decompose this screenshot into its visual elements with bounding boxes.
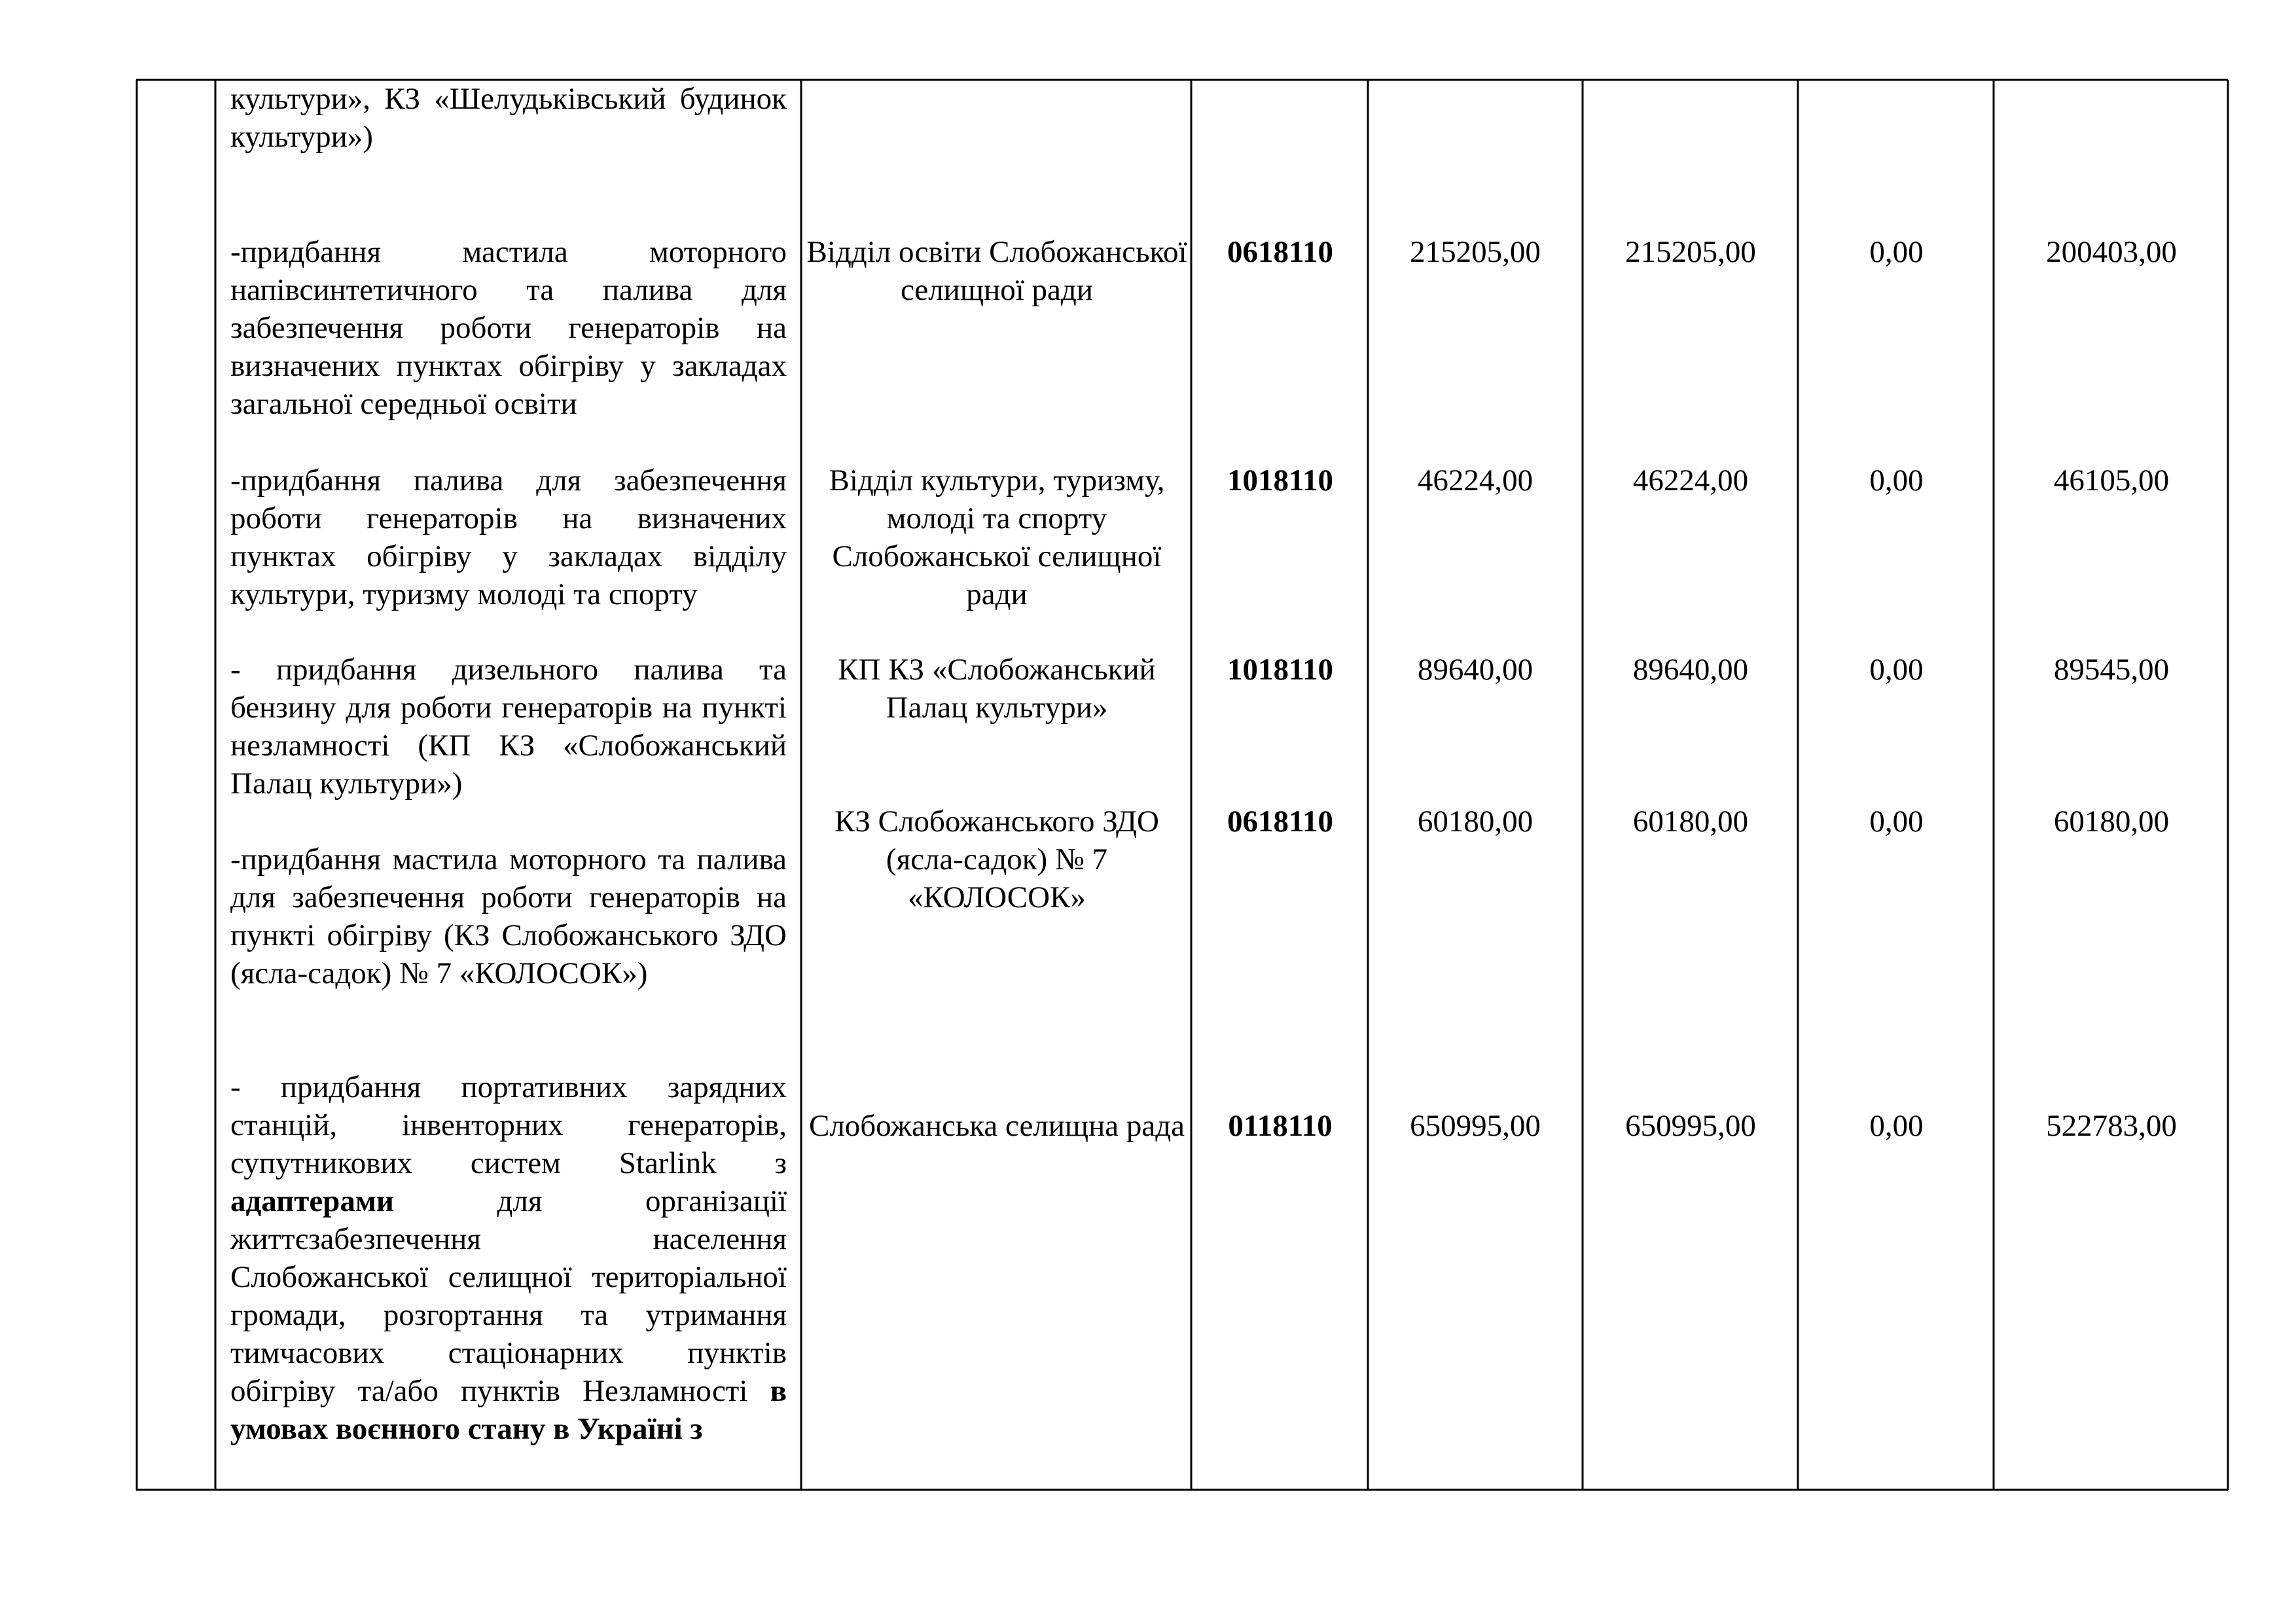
row-value-general-fund: 215205,00 bbox=[1625, 235, 1756, 269]
row-value-general-fund: 60180,00 bbox=[1632, 804, 1749, 839]
row-budget-code: 1018110 bbox=[1227, 653, 1333, 687]
row-description: - придбання дизельного палива та бензину для роботи генераторів на пункті незламності (КП КЗ «Слобожанський Палац культури») bbox=[230, 653, 787, 801]
row-value-executed: 200403,00 bbox=[2046, 235, 2177, 269]
row-value-total: 46224,00 bbox=[1417, 463, 1534, 497]
row-budget-code: 1018110 bbox=[1227, 463, 1333, 497]
row-value-executed: 522783,00 bbox=[2046, 1109, 2177, 1143]
row-description: -придбання мастила моторного та палива для забезпечення роботи генераторів на пункті обігріву (КЗ Слобожанського ЗДО (ясла-садок) № 7 «КОЛОСОК») bbox=[230, 842, 787, 990]
row-description bbox=[230, 1068, 787, 1448]
row-executor: КП КЗ «Слобожанський Палац культури» bbox=[838, 653, 1156, 725]
row-description: -придбання мастила моторного напівсинтетичного та палива для забезпечення роботи генераторів на визначених пунктах обігріву у закладах загальної середньої освіти bbox=[230, 235, 787, 421]
description-part: - придбання портативних зарядних станцій, інвенторних генераторів, супутникових систем Starlink з bbox=[230, 1070, 787, 1180]
row-budget-code: 0118110 bbox=[1228, 1109, 1333, 1143]
description-part-bold: адаптерами bbox=[230, 1184, 394, 1218]
row-value-total: 60180,00 bbox=[1417, 804, 1534, 839]
row-budget-code: 0618110 bbox=[1227, 804, 1333, 839]
row-value-executed: 60180,00 bbox=[2053, 804, 2170, 839]
row-value-special-fund: 0,00 bbox=[1869, 804, 1924, 839]
row-value-total: 650995,00 bbox=[1410, 1109, 1541, 1143]
row-value-executed: 89545,00 bbox=[2053, 653, 2170, 687]
row-value-general-fund: 46224,00 bbox=[1632, 463, 1749, 497]
row-value-general-fund: 89640,00 bbox=[1632, 653, 1749, 687]
row-executor: Відділ освіти Слобожанської селищної ради bbox=[806, 235, 1187, 307]
description-part-bold: в умовах воєнного стану в Україні з bbox=[230, 1374, 787, 1446]
row-executor: КЗ Слобожанського ЗДО (ясла-садок) № 7 «КОЛОСОК» bbox=[834, 804, 1159, 914]
row-budget-code: 0618110 bbox=[1227, 235, 1333, 269]
row-value-special-fund: 0,00 bbox=[1869, 235, 1924, 269]
row-value-special-fund: 0,00 bbox=[1869, 653, 1924, 687]
row-value-special-fund: 0,00 bbox=[1869, 463, 1924, 497]
row-executor: Слобожанська селищна рада bbox=[808, 1109, 1185, 1143]
intro-text: культури», КЗ «Шелудьківський будинок культури») bbox=[230, 82, 787, 154]
row-value-general-fund: 650995,00 bbox=[1625, 1109, 1756, 1143]
row-value-total: 89640,00 bbox=[1417, 653, 1534, 687]
row-value-total: 215205,00 bbox=[1410, 235, 1541, 269]
row-executor: Відділ культури, туризму, молоді та спорту Слобожанської селищної ради bbox=[829, 463, 1165, 611]
row-value-special-fund: 0,00 bbox=[1869, 1109, 1924, 1143]
row-description: -придбання палива для забезпечення роботи генераторів на визначених пунктах обігріву у закладах відділу культури, туризму молоді та спорту bbox=[230, 463, 787, 611]
row-value-executed: 46105,00 bbox=[2053, 463, 2170, 497]
description-part: для організації життєзабезпечення населення Слобожанської селищної територіальної громади, розгортання та утримання тимчасових стаціонарних пунктів обігріву та/або пунктів Незламності bbox=[230, 1184, 787, 1408]
